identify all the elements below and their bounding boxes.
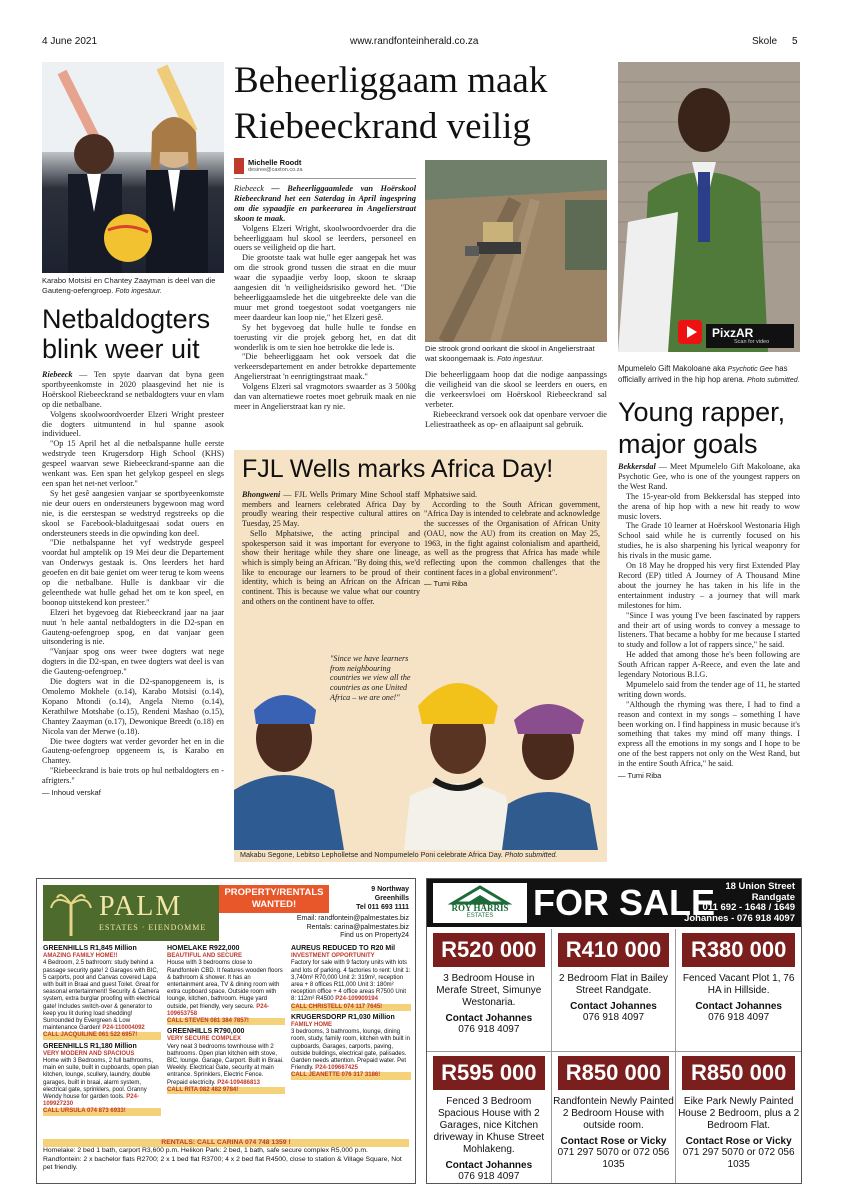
netball-para: Riebeeck — Ten spyte daarvan dat byna geen sportbyeenkomste in 2020 plaasgevind het nie is Hoërskool Riebeeckrand se netbaldogters vuur en vlam op die netbalbane.: [42, 370, 225, 409]
road-photo-caption: Die strook grond oorkant die skool in Angelierstraat wat skoongemaak is. Foto ingestuur.: [425, 344, 595, 363]
palm-rentals-title[interactable]: RENTALS: CALL CARINA 074 748 1359 !: [43, 1139, 409, 1147]
headline-line-2: major goals: [618, 429, 758, 459]
palm-brand-sub: ESTATES · EIENDOMME: [99, 923, 207, 932]
netball-para: "Riebeeckrand is baie trots op hul netbaldogters en -afrigters.": [42, 766, 224, 786]
main-story-lead: Riebeeck — Beheerliggaamlede van Hoërskool Riebeeckrand het een Saterdag in April ingespring om die sypaadjie en parkeerarea in Angelierstraat skoon te maak.: [234, 184, 416, 223]
listing-phone[interactable]: 076 918 4097: [458, 1024, 520, 1035]
palm-listing[interactable]: GREENHILLS R790,000 VERY SECURE COMPLEX Very neat 3 bedrooms townhouse with 2 bathrooms. Open plan kitchen with stove, BIC, lounge. Garage, Carport. Built in Braai. Weekly. Electrical Gate, security at main entrance. Sprinklers, Electric Fence. Prepaid electricity. P24-109486813 CALL RITA 082 482 9784!: [167, 1028, 284, 1093]
listing-price: R410 000: [558, 933, 670, 967]
author-marker: [234, 158, 244, 174]
palm-listing[interactable]: GREENHILLS R1,845 Million AMAZING FAMILY HOME!! 4 Bedroom, 2.5 bathroom: study behind a passage security gate! 2 Garages with BIC, 5 carports, pool and Canvas covered Lapa with built in Braai and guest Toilet. Great for seasonal entertainment! Security & Camera system, extra burglar proofing with electrical gate! Includes switch-over & generator to keep you lit during load shedding! Surrounded by Evergreen & Low maintenance Garden! P24-110004092 CALL JACQUILINE 061 522 6957!: [43, 945, 161, 1039]
author-block: [234, 158, 416, 174]
palm-wanted-banner: PROPERTY/RENTALS WANTED!: [219, 885, 329, 913]
listing-phone[interactable]: 076 918 4097: [708, 1012, 770, 1023]
roy-listing[interactable]: [552, 1052, 677, 1183]
listing-description: Eike Park Newly Painted House 2 Bedroom, plus a 2 Bedroom Flat.: [678, 1096, 800, 1131]
bulldozer-scene-illustration: [425, 160, 607, 342]
listing-price: R850 000: [682, 1056, 795, 1090]
byline-signature: — Tumi Riba: [424, 579, 468, 589]
rapper-para: On 18 May he dropped his very first Extended Play Record (EP) titled A Journey of A Thousand Mine about the journey he has taken in his life in the entertainment industry – a journey that will mark milestones for him.: [618, 561, 800, 610]
listing-price: R595 000: [433, 1056, 545, 1090]
palm-listing[interactable]: GREENHILLS R1,180 Million VERY MODERN AND SPACIOUS Home with 3 Bedrooms, 2 full bathrooms, main en suite, built in cupboards, open plan kitchen, lounge, scullery, laundry, double garages, built in braai, alarm system, electrical gate, sprinklers, pool. Granny Wendy house for garden tools. P24-109927230 CALL URSULA 074 873 6933!: [43, 1043, 161, 1116]
main-story-continued: [425, 370, 607, 429]
website-url[interactable]: www.randfonteinherald.co.za: [350, 36, 479, 47]
dateline: Bekkersdal: [618, 462, 656, 471]
palm-contact: [356, 885, 409, 912]
author-name: Michelle Roodt: [248, 158, 302, 167]
netball-para: Sy het gesê aangesien vanjaar se sportbyeenkomste nie deur ouers en ondersteuners bygewoon mag word nie, is die eerstespan se wedstryd regstreeks op die skool se Facebook-bladuitgesaai sodat ouers en ondersteuners steeds in die opwinding kon deel.: [42, 488, 224, 538]
house-roof-icon: [433, 883, 527, 905]
listing-contact: Contact Johannes: [445, 1013, 533, 1024]
palm-listing[interactable]: KRUGERSDORP R1,030 Million FAMILY HOME 3 bedrooms, 3 bathrooms, lounge, dining room, study, family room, kitchen with built in cupboards, Garages, carports, paving, outside buildings, electrical gate, palisades. Garden needs attention. Prepaid water. Pet Friendly. P24-109667425 CALL JEANETTE 076 317 3186!: [291, 1013, 410, 1079]
listing-phone[interactable]: 076 918 4097: [582, 1012, 645, 1023]
listing-description: 3 Bedroom House in Merafe Street, Simunye Westonaria.: [436, 973, 542, 1008]
rapper-headline: [618, 396, 808, 460]
palm-tel[interactable]: Tel 011 693 1111: [356, 904, 409, 911]
netball-para: Die dogters wat in die D2-spanopgeneem is, is Omolemo Mokhele (o.14), Karabo Motsisi (o.14), Kopano Mtondi (o.14), Angela Ntemo (o.14), Kerathilwe Motshabe (o.15), Rendeni Mashao (o.15), Chantey Zaayman (o.17), Dewonique Breedt (o.18) en Nicola van der Merwe (o.18).: [42, 677, 224, 736]
listing-phone[interactable]: 071 297 5070 or 072 056 1035: [682, 1147, 795, 1170]
listing-contact: Contact Johannes: [695, 1001, 782, 1012]
palm-brand: PALM: [99, 891, 183, 922]
roy-listing[interactable]: [427, 1052, 552, 1183]
palm-rentals-line: Homelake: 2 bed 1 bath, carport R3,600 p.m. Helikon Park: 2 bed, 1 bath, safe secure complex R5,000 p.m.: [43, 1147, 368, 1155]
listing-description: Randfontein Newly Painted 2 Bedroom House with outside room.: [553, 1096, 674, 1131]
roy-harris-ad[interactable]: [426, 878, 802, 1184]
dateline: Riebeeck: [42, 370, 73, 379]
palm-tree-icon: [49, 888, 93, 938]
netball-players-illustration: [42, 62, 224, 273]
rapper-article-body: [618, 462, 800, 781]
headline-line-2: Riebeeckrand veilig: [234, 106, 531, 147]
listing-phone[interactable]: 071 297 5070 or 072 056 1035: [557, 1147, 670, 1170]
rapper-para: "Although the rhyming was there, I had to find a reason and context in my songs – something I have been working on. I find happiness in music because it's something that takes my mind off many things. I express all the emotions in my songs and I hope to be one of the best rappers not only on the West Rand, but in the entire South Africa," he said.: [618, 699, 800, 769]
palm-find-us: Find us on Property24: [340, 932, 409, 939]
main-story-para: Volgens Elzeri Wright, skoolwoordvoerder dra die beheerliggaam hul skool se leerders, personeel en ouers se veiligheid op die hart.: [234, 223, 416, 253]
africa-para: Sello Mphatsiwe, the acting principal and spokesperson said it was important for everyone to show their heritage while they share one lineage, which is simply being an African. "By doing this, we'd like to encourage our learners to be proud of their identity, which is being an African on the African continent. This is because we value what our country and others on the continent have to offer.: [242, 528, 420, 606]
africa-para: Bhongweni — FJL Wells Primary Mine School staff members and learners celebrated Africa Day by proudly wearing their respective cultural attires on Tuesday, 25 May.: [242, 490, 420, 529]
roy-phones[interactable]: 011 692 - 1648 / 1649: [702, 902, 795, 913]
headline-line-1: Young rapper,: [618, 397, 786, 427]
dateline: Riebeeck: [234, 184, 264, 193]
photo-credit: Foto ingestuur.: [497, 356, 544, 363]
palm-rentals-email[interactable]: Rentals: carina@palmestates.biz: [306, 923, 409, 931]
palm-rentals-line: Randfontein: 2 x bachelor flats R2700; 2 x 1 bed flat R3700; 4 x 2 bed flat R4500, close to station & Village Square, Not pet friendly.: [43, 1155, 402, 1172]
roy-header: [427, 879, 801, 927]
rapper-portrait-illustration: [618, 62, 800, 352]
dateline: Bhongweni: [242, 490, 281, 499]
palm-listing-col-2: [167, 945, 285, 1094]
palm-suburb: Greenhills: [374, 895, 409, 902]
listing-description: 2 Bedroom Flat in Bailey Street Randgate.: [559, 973, 668, 996]
main-story-para: Riebeeckrand versoek ook dat openbare vervoer die Leliestraatheek as op- en aflaaipunt sal gebruik.: [425, 409, 607, 429]
netball-article-body: [42, 370, 224, 798]
listing-contact: Contact Johannes: [570, 1001, 657, 1012]
africa-para: Mphatsiwe said.: [424, 490, 478, 499]
main-story-para: Die beheerliggaam hoop dat die nodige aanpassings die veiligheid van die skool se leerders en ouers, en die verkeersvloei om Hoërskool Riebeeckrand sal verbeter.: [425, 370, 607, 409]
pixzar-badge[interactable]: [706, 324, 794, 348]
rapper-para: He added that among those he's been following are South African rapper A-Reece, and even the late and legendary Notorious B.I.G.: [618, 650, 800, 680]
palm-listing[interactable]: AUREUS REDUCED TO R20 Mil INVESTMENT OPPORTUNITY Factory for sale with 9 factory units with lots and lots of parking. 4 factories to rent: Unit 1: 3,740m² R70,000 Unit 2: 319m², reception area + 8 offices R11,000 Unit 3: 180m² reception office + 4 office areas R7500 Unit 8: 112m² R4500 P24-109909194 CALL CHRISTELL 074 117 7645!: [291, 945, 411, 1010]
photo-credit: Photo submitted.: [747, 377, 800, 384]
palm-email[interactable]: Email: randfontein@palmestates.biz: [296, 915, 409, 922]
palm-estates-ad[interactable]: [36, 878, 416, 1184]
rapper-para: The 15-year-old from Bekkersdal has stepped into the arena of hip hop with a new hit ready to wow music lovers.: [618, 491, 800, 521]
roy-brand: ROY HARRIS: [451, 903, 509, 913]
headline-line-2: blink weer uit: [42, 334, 200, 364]
roy-listing[interactable]: [676, 929, 801, 1052]
listing-price: R380 000: [682, 933, 795, 967]
rapper-para: Mpumelelo said from the tender age of 11, he started writing down words.: [618, 679, 800, 699]
rapper-photo: [618, 62, 800, 352]
netball-photo: [42, 62, 224, 273]
palm-listing-col-1: [43, 945, 161, 1116]
africa-day-caption: Makabu Segone, Lebitso Lepholletse and Nompumelelo Poni celebrate Africa Day. Photo submitted.: [240, 850, 558, 859]
headline-line-1: Beheerliggaam maak: [234, 60, 548, 101]
main-story-para: Sy het bygevoeg dat hulle hulle te fondse en toerusting vir die projek geborg het, en dat dit wonderlik is om te sien hoe betrokke die lede is.: [234, 322, 416, 352]
palm-rentals: [37, 1139, 415, 1183]
africa-day-headline: FJL Wells marks Africa Day!: [242, 455, 554, 483]
main-story-headline: [234, 58, 614, 150]
author-divider: [234, 178, 416, 179]
roy-johannes[interactable]: Johannes - 076 918 4097: [684, 912, 795, 924]
listing-price: R850 000: [558, 1056, 670, 1090]
roy-contact: [684, 882, 795, 924]
photo-credit: Photo submitted.: [504, 852, 558, 859]
netball-headline: [42, 304, 227, 364]
main-story-body: [234, 184, 416, 412]
listing-phone[interactable]: 076 918 4097: [458, 1171, 520, 1182]
rapper-para: "Since I was young I've been fascinated by rappers and their art of using words to convey a message to listeners. That became a hobby for me because I started to study and follow a lot of rappers since," he said.: [618, 610, 800, 650]
listing-description: Fenced Vacant Plot 1, 76 HA in Hillside.: [682, 973, 795, 996]
author-email[interactable]: desiree@caxton.co.za: [248, 167, 303, 173]
photo-credit: Foto ingestuur.: [115, 288, 162, 295]
page-number: 5: [792, 36, 798, 47]
netball-para: Die twee dogters wat verder gevorder het en in die Gauteng-oefengroep opgeneem is, is Karabo en Chantey.: [42, 736, 224, 766]
roy-address: 18 Union Street: [725, 881, 795, 892]
road-clearing-photo: [425, 160, 607, 342]
roy-listings-grid: [427, 929, 801, 1183]
for-sale-banner: FOR SALE: [533, 882, 716, 923]
roy-brand-sub: ESTATES: [466, 913, 494, 919]
rapper-para: Bekkersdal — Meet Mpumelelo Gift Makoloane, aka Psychotic Gee, who is one of the youngest rappers on the West Rand.: [618, 462, 801, 491]
issue-date: 4 June 2021: [42, 36, 98, 47]
three-women-illustration: [234, 620, 607, 850]
palm-logo-panel: [43, 885, 219, 941]
africa-day-quote: "Since we have learners from neighbouring countries we view all the countries as one United Africa – we are one!": [330, 654, 411, 702]
palm-emails: [297, 915, 409, 941]
roy-listing[interactable]: [552, 929, 677, 1052]
netball-para: "Vanjaar spog ons weer twee dogters wat nege dogters in die D2-span, en twee dogters wat deel is van die Gauteng-oefengroep.": [42, 647, 224, 677]
palm-listing[interactable]: HOMELAKE R922,000 BEAUTIFUL AND SECURE House with 3 bedrooms close to Randfontein CBD. It features wooden floors & bathroom & shower. It has an entertainment area, TV & dining room with extra cupboard space. Outside room with lounge, kitchen, bathroom. Huge yard outside, pet friendly, very secure. P24-109653758 CALL STEVEN 081 384 7857!: [167, 945, 285, 1025]
netball-para: "Op 15 April het al die netbalspanne hulle eerste wedstryde teen Krugersdorp High School (KHS) gespeel waarvan sewe Riebeeckrand-spanne aan die wenkant was. Een span het gelykop gespeel en slegs een span het net-net verloor.": [42, 439, 224, 488]
listing-contact: Contact Rose or Vicky: [685, 1136, 792, 1147]
africa-day-col1: [242, 490, 420, 606]
netball-para: Volgens skoolwoordvoerder Elzeri Wright presteer die dogters uitmuntend in hul spanne asook individueel.: [42, 409, 224, 439]
listing-description: Fenced 3 Bedroom Spacious House with 2 Garages, nice Kitchen driveway in Khuse Street Mohlakeng.: [433, 1096, 545, 1155]
listing-contact: Contact Johannes: [445, 1160, 533, 1171]
roy-listing[interactable]: [676, 1052, 801, 1183]
byline-signature: — Tumi Riba: [618, 771, 662, 781]
roy-listing[interactable]: [427, 929, 552, 1052]
palm-address: 9 Northway: [371, 886, 409, 893]
africa-day-col2: [424, 490, 600, 589]
palm-listing-col-3: [291, 945, 411, 1080]
caption-text: Karabo Motsisi en Chantey Zaayman is deel van die Gauteng-oefengroep.: [42, 276, 216, 295]
pixzar-logo: PixzAR: [712, 326, 754, 340]
headline-line-1: Netbaldogters: [42, 304, 211, 334]
main-story-para: Volgens Elzeri sal vragmotors swaarder as 3 500kg dan van alternatiewe roetes moet gebruik maak en nie meer in Angelierstraat kan ry nie.: [234, 382, 416, 411]
pixzar-sub: Scan for video: [734, 339, 770, 345]
africa-day-box: [234, 450, 607, 862]
netball-photo-caption: [42, 276, 224, 297]
byline-signature: — Inhoud verskaf: [42, 788, 101, 798]
rapper-photo-caption: Mpumelelo Gift Makoloane aka Psychotic Gee has officially arrived in the hip hop arena. Photo submitted.: [618, 364, 800, 384]
roy-suburb: Randgate: [751, 891, 795, 903]
rapper-para: The Grade 10 learner at Hoërskool Westonaria High School said while he is currently focused on his studies, he is also sharpening his lyrical weaponry for his rivals in the music game.: [618, 521, 800, 561]
play-icon[interactable]: [678, 320, 702, 344]
roy-logo: [433, 883, 527, 923]
main-story-para: Die grootste taak wat hulle eger aangepak het was om die strook grond tussen die straat en die muur waar die sypaadjie verby loop, skoon te skraap aangesien dit 'n veiligheidsrisiko geword het. "Die beheerliggaamslede het die uitgebreekte dele van die muur met grond toegestoot sodat voetgangers nie meer daardeur kan loop nie," het Elzeri gesê.: [234, 253, 416, 322]
africa-day-photo: [234, 620, 607, 850]
africa-para: According to the South African government, "Africa Day is intended to celebrate and acknowledge the successes of the Organisation of African Unity (OAU, now the AU) from its creation on May 25, 1963, in the fight against colonialism and apartheid, as well as the progress that Africa has made while reflecting upon the common challenges that the continent faces in a global environment".: [424, 499, 600, 577]
main-story-para: "Die beheerliggaam het ook versoek dat die verkeersdepartement en ander betrokke departemente Angelierstraat 'n eenrigtingstraat maak.": [234, 352, 416, 382]
listing-contact: Contact Rose or Vicky: [560, 1136, 667, 1147]
section-name: Skole: [752, 36, 778, 47]
listing-price: R520 000: [433, 933, 545, 967]
netball-para: "Die netbalspanne het vyf wedstryde gespeel voordat hul amptelik op 19 Mei deur die Departement van Onderwys gestaak is. Ons leerders het hard geoefen en dit baie geniet om weer terug te kom weens op die netbalbane. Hulle is dankbaar vir die geleenthede wat hulle gehad het om te kon speel, en boonop uitstekend kon presteer.": [42, 538, 224, 607]
netball-para: Elzeri het bygevoeg dat Riebeeckrand jaar na jaar nuut 'n hele aantal netbaldogters in die D2-span en Gauteng-oefengroep spog, en dat vanjaar geen uitsondering is nie.: [42, 607, 224, 647]
